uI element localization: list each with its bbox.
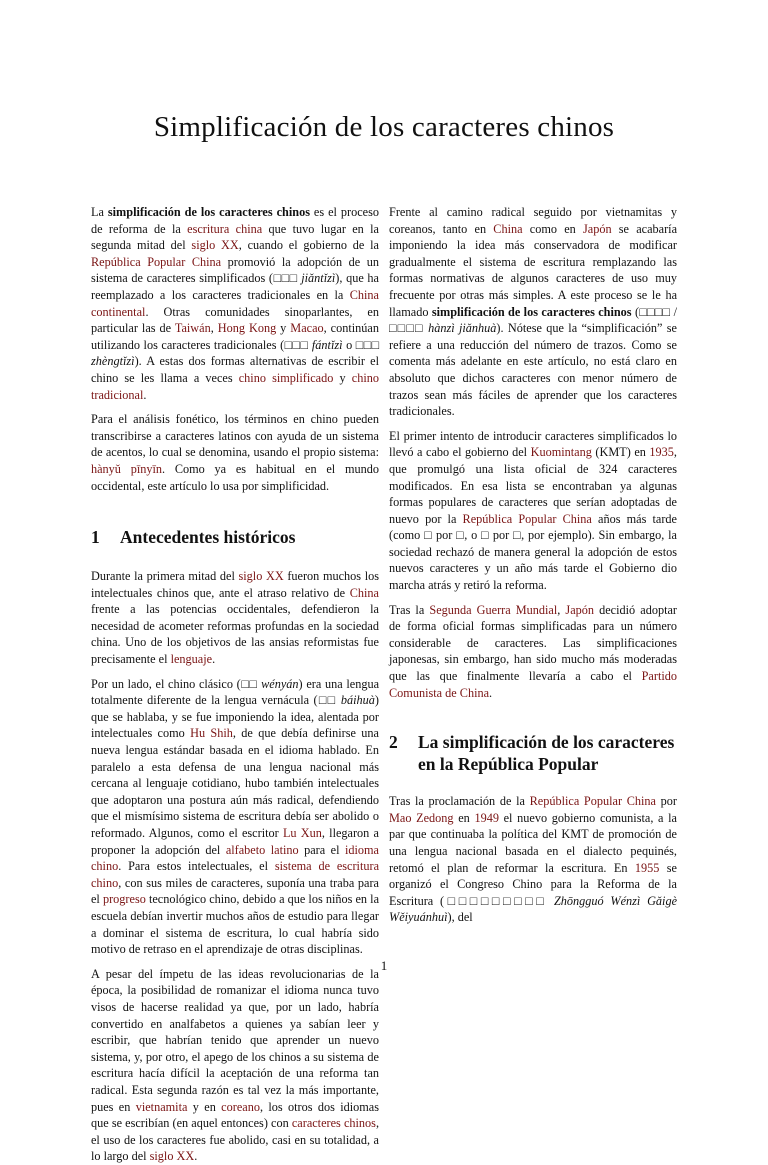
bold-term: simplificación de los caracteres chinos <box>431 304 632 319</box>
text-run: . Como ya es habitual en el mundo occidental, este artículo lo usa por simplificidad. <box>91 461 380 493</box>
body-paragraph <box>389 602 677 702</box>
text-run: ), del <box>447 910 473 925</box>
body-paragraph <box>91 568 379 668</box>
text-run: Tras la proclamación de la <box>389 794 530 809</box>
text-run: ) era una lengua totalmente diferente de la lengua vernácula (□□ <box>91 676 380 708</box>
wiki-link[interactable]: Lu Xun <box>282 826 322 840</box>
text-run: y en <box>187 1099 222 1114</box>
page-title: Simplificación de los caracteres chinos <box>153 111 615 143</box>
section-heading <box>389 731 677 775</box>
wiki-link[interactable]: Hu Shih <box>190 726 233 741</box>
text-run: , llegaron a proponer la adopción del <box>91 826 379 857</box>
wiki-link[interactable]: China <box>493 221 523 236</box>
wiki-link[interactable]: coreano <box>221 1099 260 1114</box>
wiki-link[interactable]: siglo XX <box>149 1149 195 1164</box>
section-title: Antecedentes históricos <box>120 527 296 548</box>
text-run: fueron muchos los intelectuales chinos que, ante el atraso relativo de <box>91 569 379 600</box>
text-run: en <box>453 810 475 825</box>
text-run: , de que debía definirse una nueva lengua estándar basada en el idioma hablado. En paralelo a esta defensa de una lengua nacional más cercana al lenguaje cotidiano, hubo también intelectuales que adoptaron una postura aún más radical, defendiendo que el mismísimo sistema de escritura debía ser abolido o reformado. Algunos, como el escritor <box>91 726 379 840</box>
text-run: frente a las potencias occidentales, defendieron la necesidad de acometer reformas profundas en la sociedad china. Uno de los objetivos de las ansias reformistas fue precisamente el <box>91 602 379 667</box>
wiki-link[interactable]: Hong Kong <box>217 321 277 336</box>
wiki-link[interactable]: Taiwán <box>174 321 211 336</box>
text-run: Por un lado, el chino clásico (□□ <box>91 676 262 691</box>
wiki-link[interactable]: escritura china <box>187 221 263 236</box>
pinyin-term: báihuà <box>340 693 375 708</box>
wiki-link[interactable]: Japón <box>582 221 612 236</box>
text-run: . Otras comunidades sinoparlantes, en particular las de <box>91 304 379 336</box>
text-run: tecnológico chino, debido a que los niños en la escuela debían invertir muchos años de estudio para llegar a dominar el sistema de escritura, lo cual habría sido motivo de retraso en el aprendizaje de otras disciplinas. <box>91 892 380 957</box>
text-run: es el proceso de reforma de la <box>91 205 379 236</box>
pinyin-term: jiǎntǐzì <box>301 271 336 286</box>
text-run: , el uso de los caracteres fue abolido, casi en su totalidad, a lo largo del <box>91 1116 379 1164</box>
body-paragraph <box>91 676 379 958</box>
text-run: . <box>194 1149 198 1164</box>
wiki-link[interactable]: lenguaje <box>170 652 213 667</box>
pinyin-term: wényán <box>261 676 299 691</box>
text-run: , <box>210 321 218 336</box>
wiki-link[interactable]: sistema de escritura chino <box>91 859 380 890</box>
text-run: decidió adoptar de forma oficial formas simplificadas para un número considerable de caracteres. Las simplificaciones japonesas, sin embargo, han sido mucho más moderadas que las que finalmente llevaría a cabo el <box>389 602 677 684</box>
text-run: , con sus miles de caracteres, suponía una traba para el <box>91 875 379 907</box>
text-run: , <box>557 602 566 617</box>
wiki-link[interactable]: vietnamita <box>135 1099 188 1114</box>
wiki-link[interactable]: Macao <box>290 321 324 336</box>
text-run: ) que se hablaba, y se fue imponiendo la idea, alentada por intelectuales como <box>91 693 379 741</box>
section-title: La simplificación de los caracteres en la República Popular <box>418 732 675 775</box>
section-number: 1 <box>91 527 100 548</box>
wiki-link[interactable]: China <box>349 585 379 600</box>
wiki-link[interactable]: Partido Comunista de China <box>389 669 677 700</box>
text-run: por <box>655 794 677 809</box>
text-run: , que promulgó una lista oficial de 324 caracteres modificados. En esa lista se encontraban ya algunas formas populares de caracteres que serían adoptadas de nuevo por la <box>389 445 677 526</box>
text-run: Para el análisis fonético, los términos en chino pueden transcribirse a caracteres latinos con ayuda de un sistema de acentos, lo cual se denomina, usando el propio sistema: <box>91 412 379 460</box>
text-run: promovió la adopción de un sistema de caracteres simplificados (□□□ <box>91 254 379 286</box>
wiki-link[interactable]: siglo XX <box>191 238 239 253</box>
text-run: (KMT) en <box>591 445 650 460</box>
intro-paragraph <box>91 411 379 494</box>
body-paragraph <box>389 204 677 420</box>
pinyin-term: Zhōngguó Wénzì Gǎigè Wěiyuánhuì <box>389 893 677 925</box>
wiki-link[interactable]: República Popular China <box>91 254 222 269</box>
wiki-link[interactable]: 1955 <box>634 860 660 875</box>
body-paragraph <box>389 428 677 594</box>
wiki-link[interactable]: hànyǔ pīnyīn <box>91 461 163 476</box>
pinyin-term: hànzì jiǎnhuà <box>428 321 497 336</box>
text-run: , cuando el gobierno de la <box>238 238 379 253</box>
text-run: como en <box>522 221 583 236</box>
wiki-link[interactable]: 1935 <box>649 445 674 460</box>
wiki-link[interactable]: siglo XX <box>238 569 284 584</box>
wiki-link[interactable]: República Popular China <box>462 511 592 526</box>
text-run: se acabaría imponiendo la idea más conservadora de modificar gradualmente el sistema de escritura remplazando las formas normativas de algunos caracteres de uso muy frecuente por otras más simples. A este proceso se le ha llamado <box>389 221 678 319</box>
body-paragraph <box>91 966 379 1165</box>
text-run: se organizó el Congreso Chino para la Reforma de la Escritura (□□□□□□□□□ <box>389 860 677 908</box>
text-run: el nuevo gobierno comunista, a la par que continuaba la política del KMT de promoción de una lengua nacional basada en el dialecto pequinés, retomó el plan de reformar la escritura. En <box>389 810 677 875</box>
body-paragraph <box>389 793 677 926</box>
text-run: , los otros dos idiomas que se escribían (en aquel entonces) con <box>91 1099 380 1131</box>
text-run: Tras la <box>389 602 430 617</box>
text-run: para el <box>298 842 345 857</box>
text-run: , continúan utilizando los caracteres tradicionales (□□□ <box>91 321 379 352</box>
wiki-link[interactable]: República Popular China <box>529 794 656 809</box>
wiki-link[interactable]: chino tradicional <box>91 370 379 402</box>
page-number: 1 <box>380 958 388 973</box>
intro-paragraph <box>91 204 379 403</box>
text-run: y <box>276 321 291 336</box>
wiki-link[interactable]: Mao Zedong <box>389 810 454 825</box>
wiki-link[interactable]: alfabeto latino <box>225 842 299 857</box>
wiki-link[interactable]: Segunda Guerra Mundial <box>429 602 558 617</box>
text-run: y <box>333 370 352 385</box>
bold-term: simplificación de los caracteres chinos <box>107 205 310 219</box>
pinyin-term: fántǐzì <box>311 337 343 352</box>
text-run: . <box>143 387 147 402</box>
wiki-link[interactable]: China continental <box>91 287 379 319</box>
text-run: ). Nótese que la “simplificación” se refiere a una reducción del número de trazos. Como se comenta más adelante en este artículo, no está claro en absoluto que dichos caracteres con menor número de trazos sean más fáciles de aprender que los caracteres tradicionales. <box>389 321 677 419</box>
text-run: ). A estas dos formas alternativas de escribir el chino se les llama a veces <box>91 354 379 385</box>
section-number: 2 <box>389 732 398 753</box>
wiki-link[interactable]: Japón <box>565 602 595 617</box>
wiki-link[interactable]: 1949 <box>474 810 499 825</box>
wiki-link[interactable]: progreso <box>102 892 146 907</box>
text-run: La <box>91 205 108 219</box>
wiki-link[interactable]: chino simplificado <box>238 370 334 385</box>
left-column <box>91 204 379 1165</box>
text-run: ), que ha reemplazado a los caracteres tradicionales en la <box>91 271 379 302</box>
wiki-link[interactable]: Kuomintang <box>530 445 592 460</box>
text-run: Durante la primera mitad del <box>91 569 239 584</box>
text-run: El primer intento de introducir caracteres simplificados lo llevó a cabo el gobierno del <box>389 428 677 460</box>
text-run: años más tarde (como □ por □, o □ por □, por ejemplo). Sin embargo, la sociedad rechazó de manera general la adopción de estos nuevos caracteres y un año más tarde el Gobierno dio marcha atrás y retiró la reforma. <box>389 511 677 593</box>
text-run: (□□□□ /□□□□ <box>389 304 677 336</box>
text-run: . Para estos intelectuales, el <box>118 859 275 874</box>
text-run: . <box>212 652 216 667</box>
pinyin-term: zhèngtǐzì <box>91 354 135 369</box>
wiki-link[interactable]: idioma chino <box>91 842 379 874</box>
text-run: que tuvo lugar en la segunda mitad del <box>91 221 379 253</box>
section-heading <box>91 526 379 548</box>
text-run: . <box>489 685 493 700</box>
text-run: o □□□ <box>342 337 379 352</box>
text-run: Frente al camino radical seguido por vietnamitas y coreanos, tanto en <box>389 205 677 236</box>
text-run: A pesar del ímpetu de las ideas revolucionarias de la época, la posibilidad de romanizar el idioma nunca tuvo visos de hacerse realidad ya que, por un lado, habría convertido en analfabetos a quienes ya sabían leer y escribir, que habrían tenido que aprender un nuevo sistema, y, por otro, el apego de los chinos a su sistema de escritura hacía difícil la aceptación de una reforma tan radical. Esta segunda razón es tal vez la más importante, pues en <box>91 966 379 1114</box>
right-column <box>389 204 677 934</box>
wiki-link[interactable]: caracteres chinos <box>291 1116 376 1131</box>
